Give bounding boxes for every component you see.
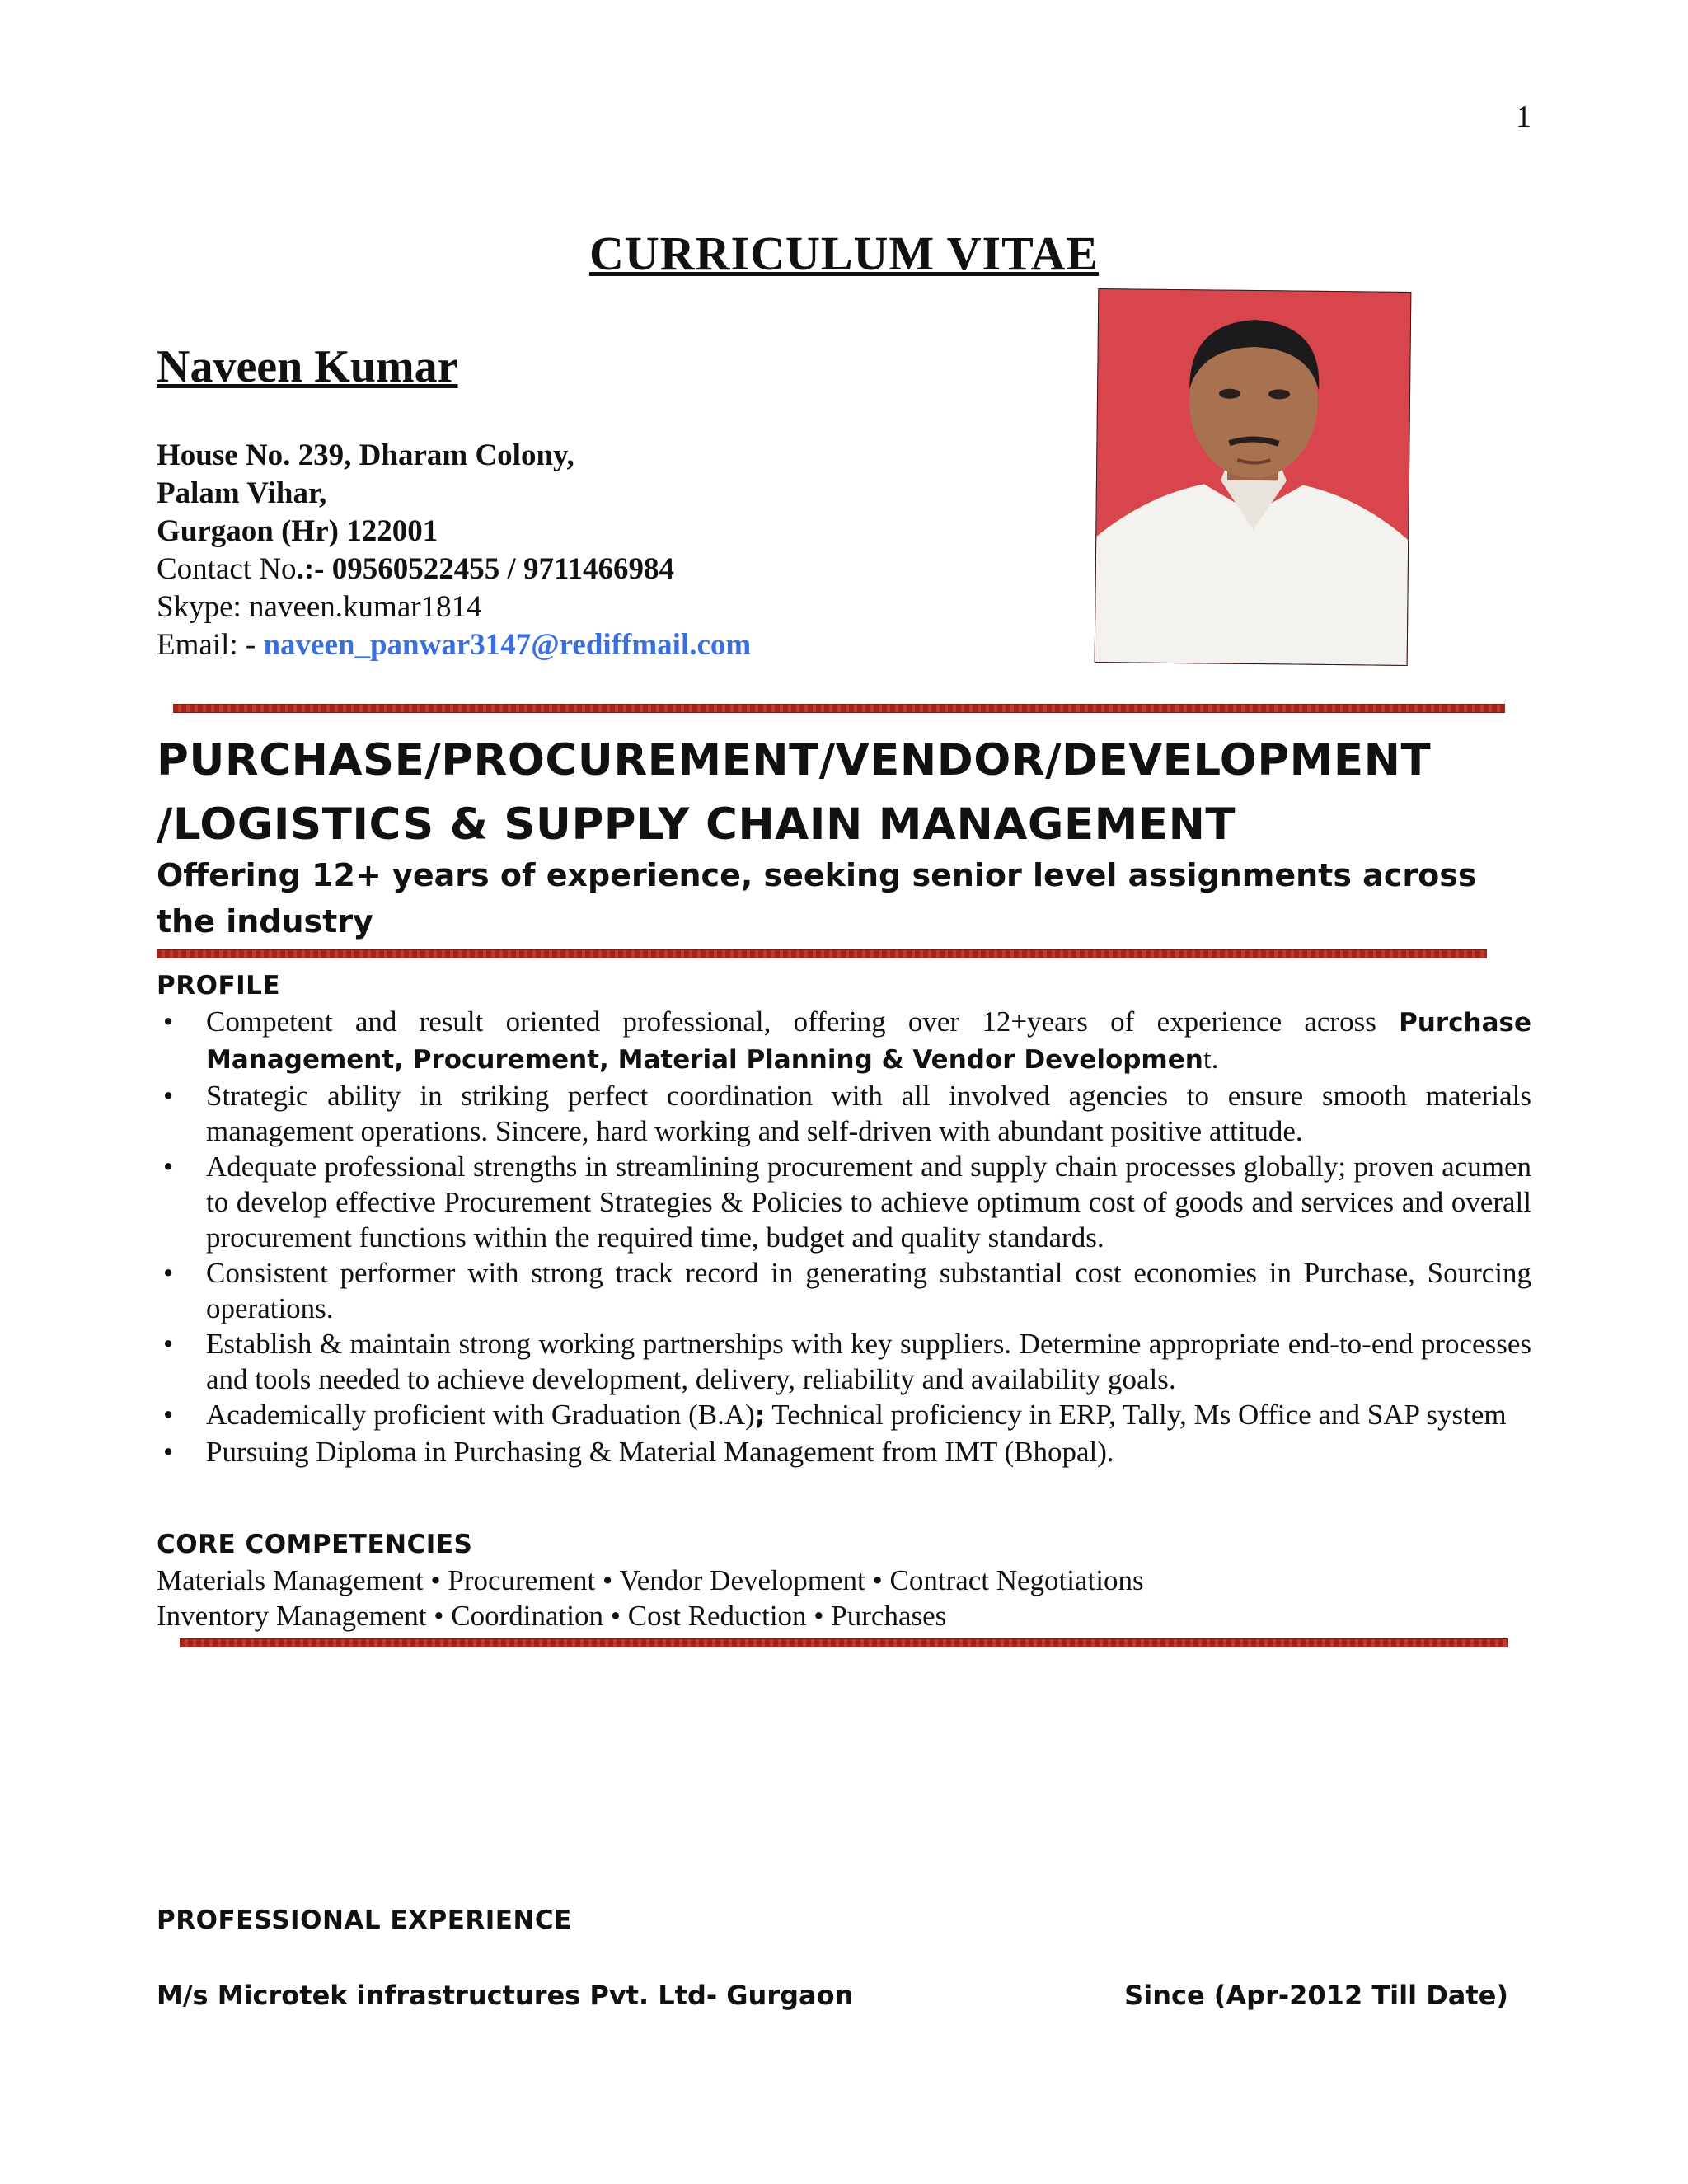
email-line (157, 626, 751, 664)
list-item: • Consistent performer with strong track record in generating substantial cost economies in Purchase, Sourcing operations. (157, 1255, 1531, 1326)
core-competencies-heading: CORE COMPETENCIES (157, 1530, 473, 1559)
experience-heading: PROFESSIONAL EXPERIENCE (157, 1905, 572, 1935)
divider-rule-bottom (180, 1638, 1508, 1647)
document-title: CURRICULUM VITAE (588, 227, 1100, 280)
address-line-2: Palam Vihar, (157, 476, 327, 510)
list-item (157, 1004, 1531, 1078)
profile-item-6-semicolon: ; (754, 1401, 766, 1431)
list-item (157, 1397, 1531, 1434)
skype-line: Skype: naveen.kumar1814 (157, 590, 482, 624)
profile-list (157, 1004, 1531, 1469)
profile-item-1-tail: t. (1203, 1043, 1219, 1075)
list-item: • Strategic ability in striking perfect coordination with all involved agencies to ensure smooth materials management operations. Sincere, hard working and self-driven with abundant positive attitude. (157, 1078, 1531, 1149)
address-line-1: House No. 239, Dharam Colony, (157, 438, 574, 472)
address-line-3: Gurgaon (Hr) 122001 (157, 514, 438, 548)
headline-line-1: PURCHASE/PROCUREMENT/VENDOR/DEVELOPMENT (157, 735, 1432, 785)
candidate-name: Naveen Kumar (157, 341, 458, 392)
profile-heading: PROFILE (157, 971, 281, 1001)
phone-label: Contact No (157, 552, 297, 586)
profile-item-1-bold: Purchase Management, Procurement, Material Planning & Vendor Developmen (206, 1008, 1531, 1075)
divider-rule-top (173, 704, 1505, 713)
profile-item-6a: Academically proficient with Graduation (B.A) (206, 1399, 755, 1431)
headline (157, 729, 1431, 857)
competencies-line-1: Materials Management • Procurement • Vendor Development • Contract Negotiations (157, 1564, 1144, 1596)
profile-item-1-text: Competent and result oriented professional, offering over 12+years of experience across (206, 1005, 1400, 1038)
profile-item-6b: Technical proficiency in ERP, Tally, Ms Office and SAP system (765, 1399, 1507, 1431)
divider-rule-headline (157, 949, 1487, 958)
email-label: Email: - (157, 628, 264, 662)
employment-period: Since (Apr-2012 Till Date) (1124, 1980, 1508, 2011)
portrait-image (1095, 289, 1411, 665)
phone-separator: .:- (296, 552, 332, 586)
list-item: • Pursuing Diploma in Purchasing & Material Management from IMT (Bhopal). (157, 1434, 1531, 1469)
page-number: 1 (1516, 100, 1531, 134)
headline-line-2: /LOGISTICS & SUPPLY CHAIN MANAGEMENT (157, 799, 1236, 850)
headline-subtitle: Offering 12+ years of experience, seeking senior level assignments across the industry (157, 857, 1477, 940)
core-competencies (157, 1563, 1144, 1633)
company-name: M/s Microtek infrastructures Pvt. Ltd- Gurgaon (157, 1980, 854, 2011)
experience-row (157, 1980, 1508, 2011)
competencies-line-2: Inventory Management • Coordination • Cost Reduction • Purchases (157, 1600, 947, 1632)
list-item: • Establish & maintain strong working partnerships with key suppliers. Determine appropriate end-to-end processes and tools needed to achieve development, delivery, reliability and availability goals. (157, 1326, 1531, 1397)
phone-line (157, 551, 751, 588)
profile-photo (1095, 288, 1412, 666)
phone-value: 09560522455 / 9711466984 (331, 552, 674, 586)
email-link[interactable]: naveen_panwar3147@rediffmail.com (263, 628, 752, 662)
list-item: • Adequate professional strengths in streamlining procurement and supply chain processes globally; proven acumen to develop effective Procurement Strategies & Policies to achieve optimum cost of goods and services and overall procurement functions within the required time, budget and quality standards. (157, 1149, 1531, 1255)
contact-block (157, 437, 751, 664)
